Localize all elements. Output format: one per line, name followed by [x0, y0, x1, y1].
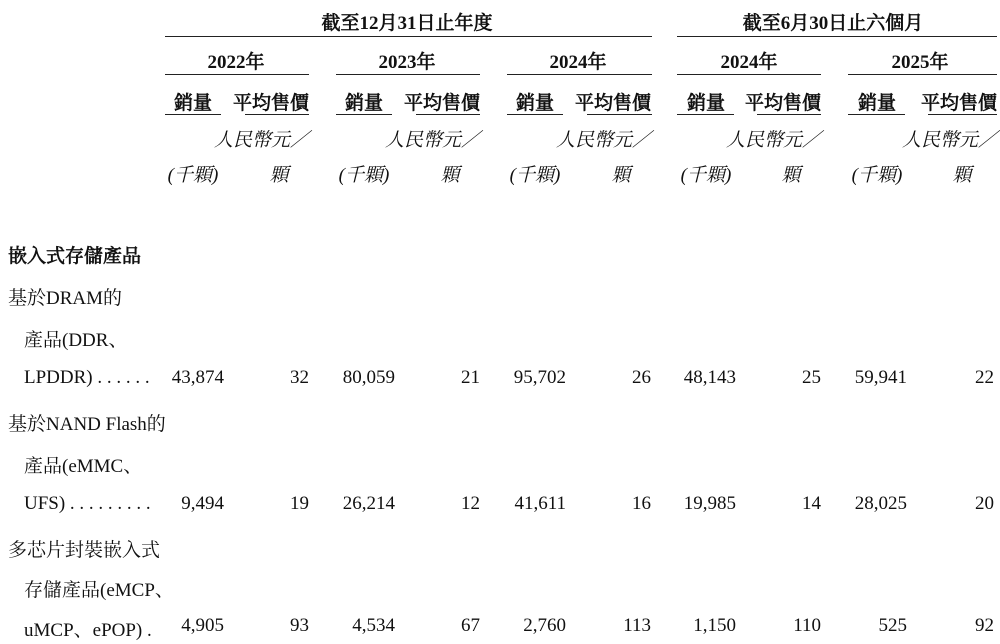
row-label: 基於DRAM的 [8, 288, 123, 309]
cell-volume: 26,214 [342, 493, 395, 514]
year-header-2024: 2024年 [549, 52, 607, 73]
cell-volume: 28,025 [854, 493, 907, 514]
col-rule [507, 114, 563, 115]
cell-volume: 525 [878, 615, 907, 636]
col-price-2025-6m: 平均售價 [920, 93, 997, 114]
cell-volume: 1,150 [693, 615, 736, 636]
col-volume-2023: 銷量 [344, 93, 384, 114]
unit-volume-2023: (千顆) [338, 165, 390, 186]
unit-price-line2-2022: 顆 [269, 165, 289, 186]
cell-price: 110 [793, 615, 821, 636]
col-price-2023: 平均售價 [403, 93, 480, 114]
cell-price: 19 [290, 493, 309, 514]
cell-volume: 59,941 [854, 367, 907, 388]
unit-price-line2-2023: 顆 [440, 165, 460, 186]
col-price-2024: 平均售價 [574, 93, 651, 114]
col-rule [245, 114, 309, 115]
col-rule [165, 114, 221, 115]
cell-price: 32 [290, 367, 309, 388]
cell-price: 14 [802, 493, 821, 514]
cell-volume: 4,534 [352, 615, 395, 636]
cell-price: 92 [975, 615, 994, 636]
year-header-2023: 2023年 [378, 52, 436, 73]
year-rule-2024 [507, 74, 652, 75]
col-rule [848, 114, 905, 115]
unit-volume-2024: (千顆) [509, 165, 561, 186]
year-header-2022: 2022年 [207, 52, 265, 73]
unit-price-line1-2024: 人民幣元／ [555, 130, 651, 151]
cell-volume: 4,905 [181, 615, 224, 636]
col-volume-2022: 銷量 [173, 93, 213, 114]
cell-volume: 2,760 [523, 615, 566, 636]
cell-volume: 80,059 [342, 367, 395, 388]
unit-price-line2-2024-6m: 顆 [781, 165, 801, 186]
cell-price: 25 [802, 367, 821, 388]
unit-price-line2-2025-6m: 顆 [952, 165, 972, 186]
year-rule-2023 [336, 74, 480, 75]
unit-price-line2-2024: 顆 [611, 165, 631, 186]
group-header-six-months: 截至6月30日止六個月 [742, 13, 924, 34]
cell-price: 12 [461, 493, 480, 514]
unit-price-line1-2023: 人民幣元／ [384, 130, 480, 151]
year-rule-2024-6m [677, 74, 821, 75]
col-volume-2025-6m: 銷量 [857, 93, 897, 114]
cell-price: 67 [461, 615, 480, 636]
col-rule [928, 114, 997, 115]
col-volume-2024-6m: 銷量 [686, 93, 726, 114]
cell-volume: 19,985 [683, 493, 736, 514]
row-label: 基於NAND Flash的 [8, 414, 166, 435]
row-label: LPDDR) . . . . . . [24, 367, 150, 388]
cell-price: 16 [632, 493, 651, 514]
unit-volume-2022: (千顆) [167, 165, 219, 186]
col-rule [587, 114, 652, 115]
col-rule [336, 114, 392, 115]
unit-volume-2025-6m: (千顆) [851, 165, 903, 186]
cell-volume: 9,494 [181, 493, 224, 514]
group-rule-fiscal-year [165, 36, 652, 37]
group-rule-six-months [677, 36, 997, 37]
row-label: 產品(DDR、 [24, 330, 128, 351]
row-label: 存儲產品(eMCP、 [24, 580, 174, 601]
cell-volume: 43,874 [171, 367, 224, 388]
cell-volume: 95,702 [513, 367, 566, 388]
year-header-2025-6m: 2025年 [891, 52, 949, 73]
col-rule [677, 114, 734, 115]
row-label: uMCP、ePOP) . [24, 620, 152, 641]
cell-volume: 41,611 [514, 493, 566, 514]
cell-price: 113 [623, 615, 651, 636]
unit-price-line1-2024-6m: 人民幣元／ [725, 130, 821, 151]
cell-price: 21 [461, 367, 480, 388]
col-volume-2024: 銷量 [515, 93, 555, 114]
row-label: UFS) . . . . . . . . . [24, 493, 151, 514]
col-price-2022: 平均售價 [232, 93, 309, 114]
cell-price: 20 [975, 493, 994, 514]
unit-volume-2024-6m: (千顆) [680, 165, 732, 186]
year-rule-2022 [165, 74, 309, 75]
cell-price: 22 [975, 367, 994, 388]
year-rule-2025-6m [848, 74, 997, 75]
cell-volume: 48,143 [683, 367, 736, 388]
section-title: 嵌入式存儲產品 [8, 246, 142, 267]
year-header-2024-6m: 2024年 [720, 52, 778, 73]
col-price-2024-6m: 平均售價 [744, 93, 821, 114]
cell-price: 26 [632, 367, 651, 388]
group-header-fiscal-year: 截至12月31日止年度 [321, 13, 493, 34]
unit-price-line1-2022: 人民幣元／ [213, 130, 309, 151]
unit-price-line1-2025-6m: 人民幣元／ [901, 130, 997, 151]
row-label: 多芯片封裝嵌入式 [8, 540, 161, 561]
row-label: 產品(eMMC、 [24, 456, 143, 477]
col-rule [416, 114, 480, 115]
cell-price: 93 [290, 615, 309, 636]
col-rule [757, 114, 821, 115]
